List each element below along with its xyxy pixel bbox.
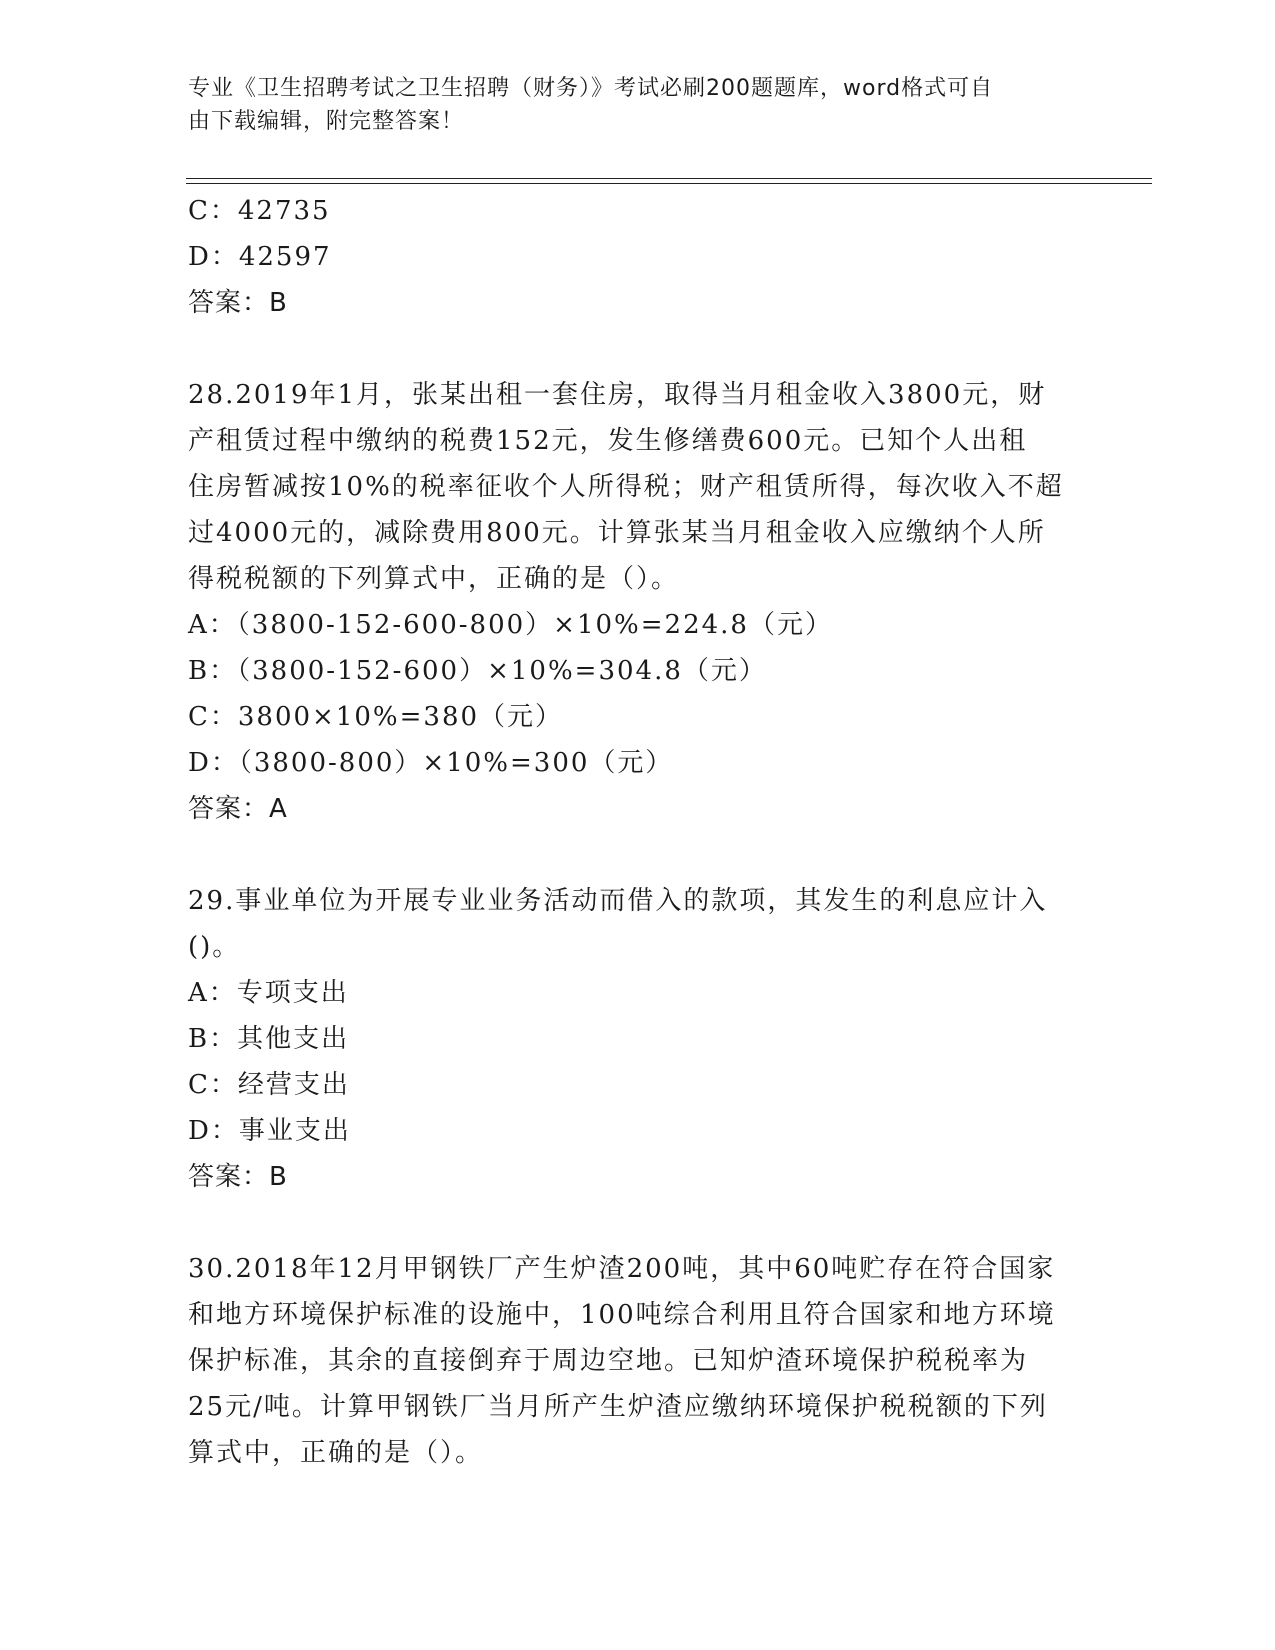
question-stem-line: 28.2019年1月，张某出租一套住房，取得当月租金收入3800元，财: [188, 380, 1047, 410]
option-d: D：（3800-800）×10%=300（元）: [188, 748, 674, 778]
question-stem-line: 25元/吨。计算甲钢铁厂当月所产生炉渣应缴纳环境保护税税额的下列: [188, 1392, 1048, 1422]
question-stem-line: 住房暂减按10%的税率征收个人所得税；财产租赁所得，每次收入不超: [188, 472, 1064, 502]
spacer: [188, 832, 1088, 878]
document-header: [188, 72, 1068, 138]
option-c: C：3800×10%=380（元）: [188, 702, 564, 732]
option-b: B：（3800-152-600）×10%=304.8（元）: [188, 656, 767, 686]
option-a: A：专项支出: [188, 978, 349, 1008]
question-stem-line: 30.2018年12月甲钢铁厂产生炉渣200吨，其中60吨贮存在符合国家: [188, 1254, 1056, 1284]
question-30: [188, 1246, 1088, 1476]
question-stem-line: 过4000元的，减除费用800元。计算张某当月租金收入应缴纳个人所: [188, 518, 1046, 548]
question-stem-line: 和地方环境保护标准的设施中，100吨综合利用且符合国家和地方环境: [188, 1300, 1056, 1330]
option-a: A：（3800-152-600-800）×10%=224.8（元）: [188, 610, 833, 640]
question-stem-line: 得税税额的下列算式中，正确的是（）。: [188, 564, 680, 594]
question-stem-line: 产租赁过程中缴纳的税费152元，发生修缮费600元。已知个人出租: [188, 426, 1028, 456]
header-line-1: 专业《卫生招聘考试之卫生招聘（财务）》考试必刷200题题库，word格式可自: [188, 76, 994, 101]
question-stem-line: 29.事业单位为开展专业业务活动而借入的款项，其发生的利息应计入: [188, 886, 1048, 916]
option-d: D：事业支出: [188, 1116, 351, 1146]
spacer: [188, 326, 1088, 372]
question-27-tail: [188, 188, 1088, 326]
option-c: C：经营支出: [188, 1070, 350, 1100]
header-line-2: 由下载编辑，附完整答案！: [188, 109, 465, 134]
answer-line: 答案：A: [188, 794, 288, 824]
answer-line: 答案：B: [188, 288, 288, 318]
question-28: [188, 372, 1088, 832]
document-body: [188, 188, 1088, 1476]
answer-line: 答案：B: [188, 1162, 288, 1192]
option-b: B：其他支出: [188, 1024, 350, 1054]
option-c: C：42735: [188, 196, 331, 226]
option-d: D：42597: [188, 242, 332, 272]
question-stem-line: ()。: [188, 932, 241, 962]
question-stem-line: 保护标准，其余的直接倒弃于周边空地。已知炉渣环境保护税税率为: [188, 1346, 1029, 1376]
question-stem-line: 算式中，正确的是（）。: [188, 1438, 484, 1468]
header-divider-bottom: [186, 183, 1152, 184]
question-29: [188, 878, 1088, 1200]
spacer: [188, 1200, 1088, 1246]
header-divider-top: [186, 178, 1152, 179]
